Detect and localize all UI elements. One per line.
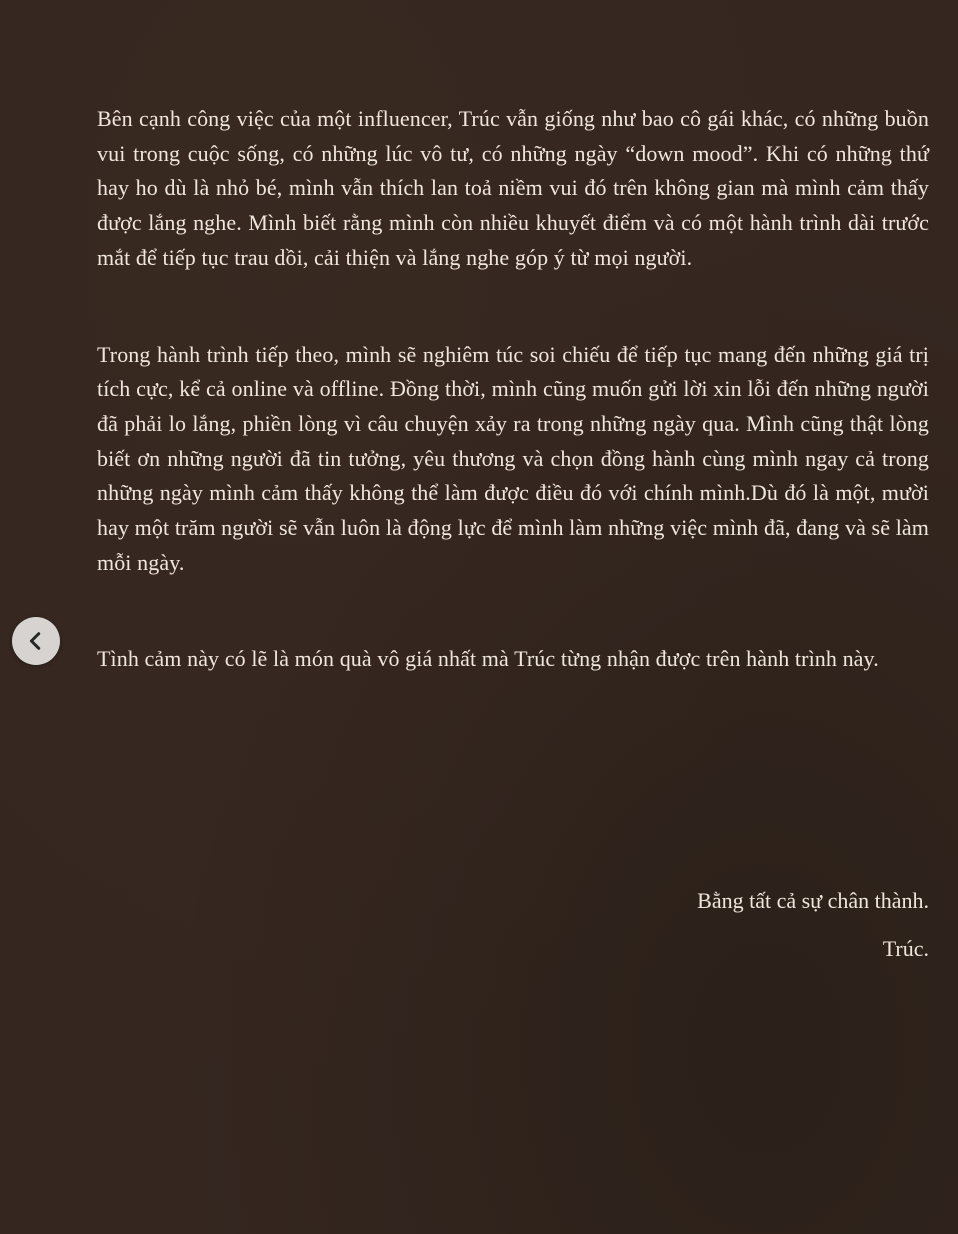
signature: Trúc. bbox=[882, 936, 929, 961]
letter-body bbox=[97, 102, 929, 677]
letter-closing bbox=[697, 884, 929, 966]
chevron-left-icon bbox=[25, 630, 47, 652]
letter-paragraph-2: Trong hành trình tiếp theo, mình sẽ nghiêm túc soi chiếu để tiếp tục mang đến những giá trị tích cực, kể cả online và offline. Đồng thời, mình cũng muốn gửi lời xin lỗi đến những người đã phải lo lắng, phiền lòng vì câu chuyện xảy ra trong những ngày qua. Mình cũng thật lòng biết ơn những người đã tin tưởng, yêu thương và chọn đồng hành cùng mình ngay cả trong những ngày mình cảm thấy không thể làm được điều đó với chính mình.Dù đó là một, mười hay một trăm người sẽ vẫn luôn là động lực để mình làm những việc mình đã, đang và sẽ làm mỗi ngày. bbox=[97, 341, 929, 575]
closing-line: Bằng tất cả sự chân thành. bbox=[697, 888, 929, 913]
letter-paragraph-3: Tình cảm này có lẽ là món quà vô giá nhất mà Trúc từng nhận được trên hành trình này. bbox=[97, 646, 879, 672]
previous-slide-button[interactable] bbox=[12, 617, 60, 665]
letter-paragraph-1: Bên cạnh công việc của một influencer, Trúc vẫn giống như bao cô gái khác, có những buồn vui trong cuộc sống, có những lúc vô tư, có những ngày “down mood”. Khi có những thứ hay ho dù là nhỏ bé, mình vẫn thích lan toả niềm vui đó trên không gian mà mình cảm thấy được lắng nghe. Mình biết rằng mình còn nhiều khuyết điểm và có một hành trình dài trước mắt để tiếp tục trau dồi, cải thiện và lắng nghe góp ý từ mọi người. bbox=[97, 106, 929, 270]
